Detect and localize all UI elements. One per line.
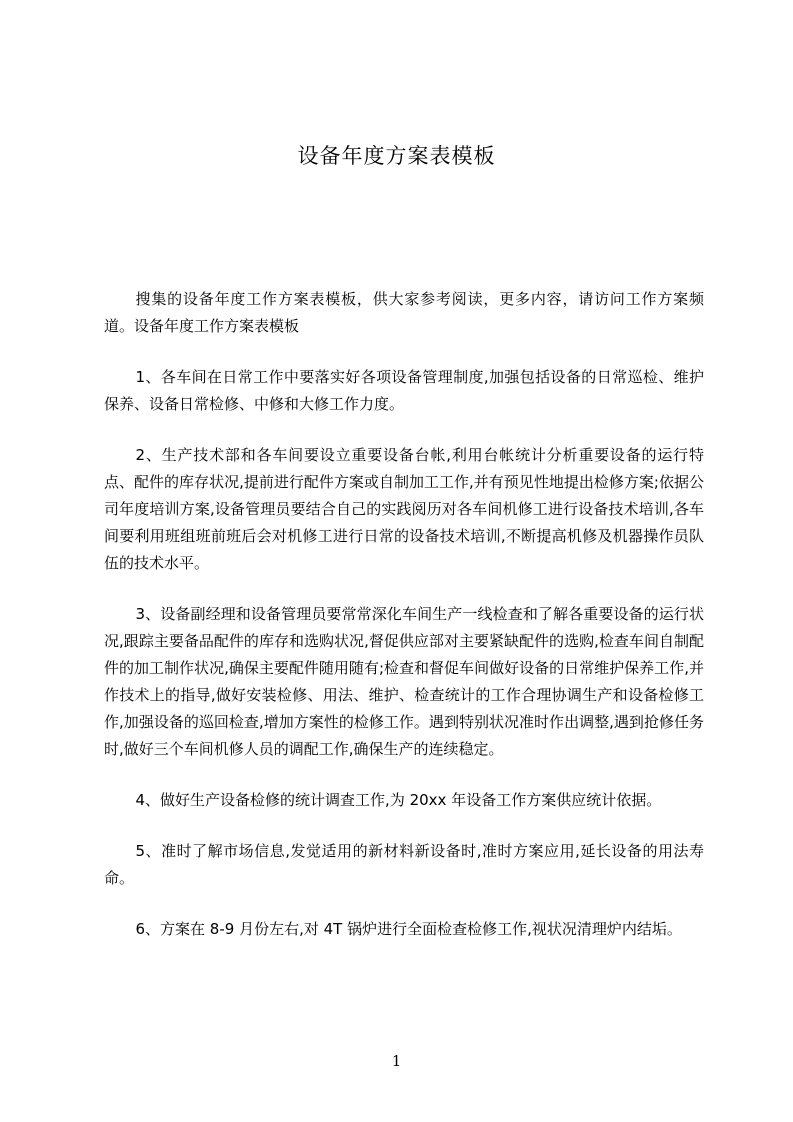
item-2-paragraph: 2、生产技术部和各车间要设立重要设备台帐,利用台帐统计分析重要设备的运行特点、配件的库存状况,提前进行配件方案或自制加工工作,并有预见性地提出检修方案;依据公司年度培训方案,设备管理员要结合自己的实践阅历对各车间机修工进行设备技术培训,各车间要利用班组班前班后会对机修工进行日常的设备技术培训,不断提高机修及机器操作员队伍的技术水平。 <box>104 446 704 572</box>
item-1-paragraph: 1、各车间在日常工作中要落实好各项设备管理制度,加强包括设备的日常巡检、维护保养、设备日常检修、中修和大修工作力度。 <box>104 368 704 413</box>
page-number: 1 <box>391 1052 402 1070</box>
item-5-paragraph: 5、准时了解市场信息,发觉适用的新材料新设备时,准时方案应用,延长设备的用法寿命。 <box>104 842 704 887</box>
document-body <box>104 286 704 967</box>
item-6-paragraph: 6、方案在 8-9 月份左右,对 4T 锅炉进行全面检查检修工作,视状况清理炉内结垢。 <box>135 920 682 938</box>
intro-paragraph: 搜集的设备年度工作方案表模板，供大家参考阅读，更多内容，请访问工作方案频道。设备年度工作方案表模板 <box>104 290 704 335</box>
item-4-paragraph: 4、做好生产设备检修的统计调查工作,为 20xx 年设备工作方案供应统计依据。 <box>135 791 662 809</box>
item-3-paragraph: 3、设备副经理和设备管理员要常常深化车间生产一线检查和了解各重要设备的运行状况,跟踪主要备品配件的库存和选购状况,督促供应部对主要紧缺配件的选购,检查车间自制配件的加工制作状况,确保主要配件随用随有;检查和督促车间做好设备的日常维护保养工作,并作技术上的指导,做好安装检修、用法、维护、检查统计的工作合理协调生产和设备检修工作,加强设备的巡回检查,增加方案性的检修工作。遇到特别状况准时作出调整,遇到抢修任务时,做好三个车间机修人员的调配工作,确保生产的连续稳定。 <box>104 605 704 758</box>
document-title: 设备年度方案表模板 <box>297 144 496 168</box>
